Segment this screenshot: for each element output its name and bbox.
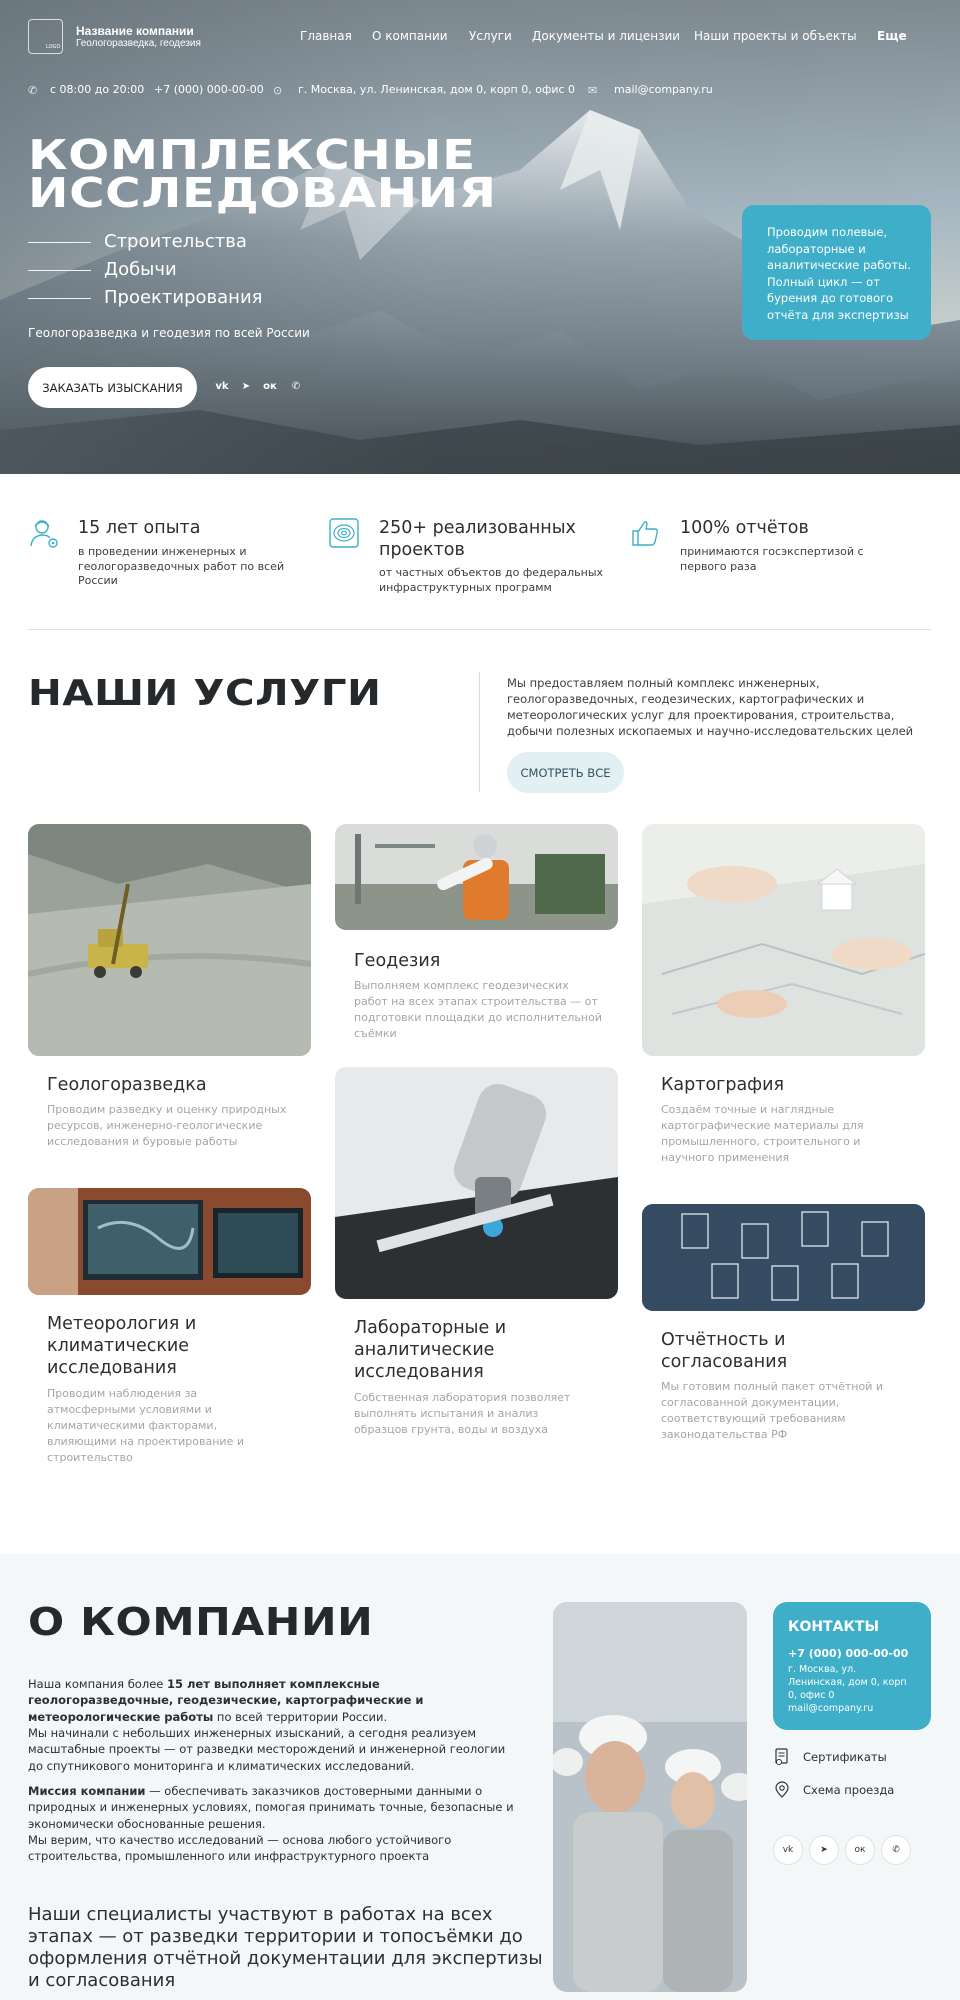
map-pin-icon bbox=[773, 1781, 791, 1799]
whatsapp-icon[interactable]: ✆ bbox=[881, 1835, 911, 1865]
contacts-email[interactable]: mail@company.ru bbox=[788, 1703, 874, 1714]
certificates-label: Сертификаты bbox=[803, 1750, 887, 1764]
directions-link[interactable] bbox=[773, 1781, 894, 1799]
about-text-bold: 15 лет выполняет комплексные геологоразведочные, геодезические, картографические и метеорологические работы bbox=[28, 1677, 424, 1724]
hero-item-construction: Строительства bbox=[104, 231, 247, 252]
hero-divider bbox=[28, 242, 91, 243]
nav-about[interactable]: О компании bbox=[372, 29, 448, 43]
cartography-card-image[interactable] bbox=[642, 824, 925, 1056]
surveyor-photo bbox=[335, 824, 618, 930]
header-email[interactable]: mail@company.ru bbox=[614, 83, 713, 96]
working-hours: с 08:00 до 20:00 bbox=[50, 83, 145, 96]
card-desc-cartography: Создаём точные и наглядные картографические материалы для промышленного, строительного и научного применения bbox=[661, 1103, 864, 1164]
services-title: НАШИ УСЛУГИ bbox=[28, 673, 382, 714]
card-title-geodesy[interactable]: Геодезия bbox=[354, 951, 441, 971]
contacts-phone[interactable]: +7 (000) 000-00-00 bbox=[788, 1647, 909, 1660]
directions-label: Схема проезда bbox=[803, 1783, 895, 1797]
services-description: Мы предоставляем полный комплекс инженерных, геологоразведочных, геодезических, картографических и метеорологических услуг для проектирования, строительства, добычи полезных ископаемых и научно-исследовательских целей bbox=[507, 676, 914, 738]
header-phone[interactable]: +7 (000) 000-00-00 bbox=[154, 83, 264, 96]
stat-title-projects: 250+ реализованных проектов bbox=[379, 518, 576, 560]
brand-subtitle: Геологоразведка, геодезия bbox=[76, 38, 201, 49]
about-paragraph-belief: Мы верим, что качество исследований — основа любого устойчивого строительства, промышленного или инфраструктурного проекта bbox=[28, 1833, 452, 1864]
about-text: Наша компания более bbox=[28, 1677, 167, 1691]
maps-on-table-photo bbox=[642, 824, 925, 1056]
card-desc-laboratory: Собственная лаборатория позволяет выполнять испытания и анализ образцов грунта, воды и воздуха bbox=[354, 1391, 571, 1436]
mail-icon: ✉ bbox=[588, 84, 598, 97]
logo[interactable] bbox=[28, 19, 63, 54]
nav-projects[interactable]: Наши проекты и объекты bbox=[694, 29, 857, 43]
card-title-cartography[interactable]: Картография bbox=[661, 1075, 785, 1095]
whatsapp-icon[interactable]: ✆ bbox=[291, 381, 301, 392]
hero-title-line-2: ИССЛЕДОВАНИЯ bbox=[28, 169, 497, 217]
odnoklassniki-icon[interactable]: ок bbox=[845, 1835, 875, 1865]
hero-item-mining: Добычи bbox=[104, 259, 177, 280]
location-pin-icon: ⊙ bbox=[273, 84, 283, 97]
reporting-card-image[interactable] bbox=[642, 1204, 925, 1311]
section-divider bbox=[28, 629, 931, 630]
card-title-geology[interactable]: Геологоразведка bbox=[47, 1075, 207, 1095]
card-desc-geodesy: Выполняем комплекс геодезических работ на всех этапах строительства — от подготовки площадки до исполнительной съёмки bbox=[354, 979, 602, 1040]
geodesy-card-image[interactable] bbox=[335, 824, 618, 930]
contacts-card bbox=[773, 1602, 931, 1730]
contacts-title: КОНТАКТЫ bbox=[788, 1619, 879, 1635]
nav-services[interactable]: Услуги bbox=[469, 29, 512, 43]
topographic-map-icon bbox=[328, 517, 360, 549]
team-photo bbox=[553, 1602, 747, 1992]
about-paragraph-mission bbox=[28, 1783, 514, 1832]
odnoklassniki-icon[interactable]: ок bbox=[263, 381, 277, 392]
about-paragraph-history: Мы начинали с небольших инженерных изысканий, а сегодня реализуем масштабные проекты — от разведки месторождений и инженерной геологии до спутникового мониторинга и климатических исследований. bbox=[28, 1726, 506, 1773]
laboratory-card-image[interactable] bbox=[335, 1067, 618, 1299]
card-desc-geology: Проводим разведку и оценку природных ресурсов, инженерно-геологические исследования и буровые работы bbox=[47, 1103, 287, 1148]
about-text: — обеспечивать заказчиков достоверными данными о природных и инженерных условиях, помогая принимать точные, безопасные и экономически обоснованные решения. bbox=[28, 1784, 514, 1831]
meteorology-card-image[interactable] bbox=[28, 1188, 311, 1295]
phone-icon: ✆ bbox=[28, 84, 38, 97]
engineers-photo bbox=[553, 1602, 747, 1992]
vk-icon[interactable]: vk bbox=[773, 1835, 803, 1865]
mission-label: Миссия компании bbox=[28, 1784, 146, 1798]
brand-name: Название компании bbox=[76, 24, 194, 38]
nav-home[interactable]: Главная bbox=[300, 29, 352, 43]
card-desc-reporting: Мы готовим полный пакет отчётной и согласованной документации, соответствующий требованиям законодательства РФ bbox=[661, 1380, 883, 1441]
view-all-button[interactable]: СМОТРЕТЬ ВСЕ bbox=[507, 752, 624, 793]
hero-divider bbox=[28, 298, 91, 299]
worker-gear-icon bbox=[28, 517, 60, 549]
hero-info-card: Проводим полевые, лабораторные и аналитические работы. Полный цикл — от бурения до готового отчёта для экспертизы bbox=[742, 205, 931, 340]
digital-documents-photo bbox=[642, 1204, 925, 1311]
certificate-icon bbox=[773, 1748, 791, 1766]
hero-title bbox=[28, 131, 497, 217]
telegram-icon[interactable]: ➤ bbox=[241, 381, 251, 392]
hero-divider bbox=[28, 270, 91, 271]
about-text: по всей территории России. bbox=[213, 1709, 388, 1724]
microscope-photo bbox=[335, 1067, 618, 1299]
stat-desc-experience: в проведении инженерных и геологоразведочных работ по всей России bbox=[78, 545, 285, 587]
hero-subtitle: Геологоразведка и геодезия по всей России bbox=[28, 326, 310, 340]
stat-desc-reports: принимаются госэкспертизой с первого раза bbox=[680, 545, 864, 573]
thumbs-up-icon bbox=[629, 517, 661, 549]
stat-title-experience: 15 лет опыта bbox=[78, 518, 201, 538]
monitoring-screens-photo bbox=[28, 1188, 311, 1295]
contacts-address: г. Москва, ул. Ленинская, дом 0, корп 0, офис 0 bbox=[788, 1664, 907, 1701]
stat-title-reports: 100% отчётов bbox=[680, 518, 809, 538]
nav-more[interactable]: Еще bbox=[877, 29, 907, 43]
drilling-rig-photo bbox=[28, 824, 311, 1056]
card-title-meteorology[interactable]: Метеорология и климатические исследования bbox=[47, 1314, 197, 1378]
hero-item-design: Проектирования bbox=[104, 287, 263, 308]
logo-text: LOGO bbox=[46, 44, 61, 50]
stat-desc-projects: от частных объектов до федеральных инфраструктурных программ bbox=[379, 566, 604, 594]
about-paragraph-intro bbox=[28, 1676, 514, 1725]
card-desc-meteorology: Проводим наблюдения за атмосферными условиями и климатическими факторами, влияющими на проектирование и строительство bbox=[47, 1387, 244, 1464]
nav-documents[interactable]: Документы и лицензии bbox=[532, 29, 681, 43]
hero-title-line-1: КОМПЛЕКСНЫЕ bbox=[28, 131, 476, 179]
telegram-icon[interactable]: ➤ bbox=[809, 1835, 839, 1865]
geology-card-image[interactable] bbox=[28, 824, 311, 1056]
hero-section bbox=[0, 0, 960, 474]
header-address: г. Москва, ул. Ленинская, дом 0, корп 0, офис 0 bbox=[298, 83, 576, 96]
vk-icon[interactable]: vk bbox=[215, 381, 229, 392]
card-title-laboratory[interactable]: Лабораторные и аналитические исследования bbox=[354, 1318, 507, 1382]
certificates-link[interactable] bbox=[773, 1748, 887, 1766]
about-quote: Наши специалисты участвуют в работах на всех этапах — от разведки территории и топосъёмки до оформления отчётной документации для экспертизы и согласования bbox=[28, 1904, 543, 1991]
order-survey-button[interactable]: ЗАКАЗАТЬ ИЗЫСКАНИЯ bbox=[28, 367, 197, 408]
services-vertical-divider bbox=[479, 672, 480, 792]
about-title: О КОМПАНИИ bbox=[28, 1600, 374, 1644]
card-title-reporting[interactable]: Отчётность и согласования bbox=[661, 1330, 788, 1372]
